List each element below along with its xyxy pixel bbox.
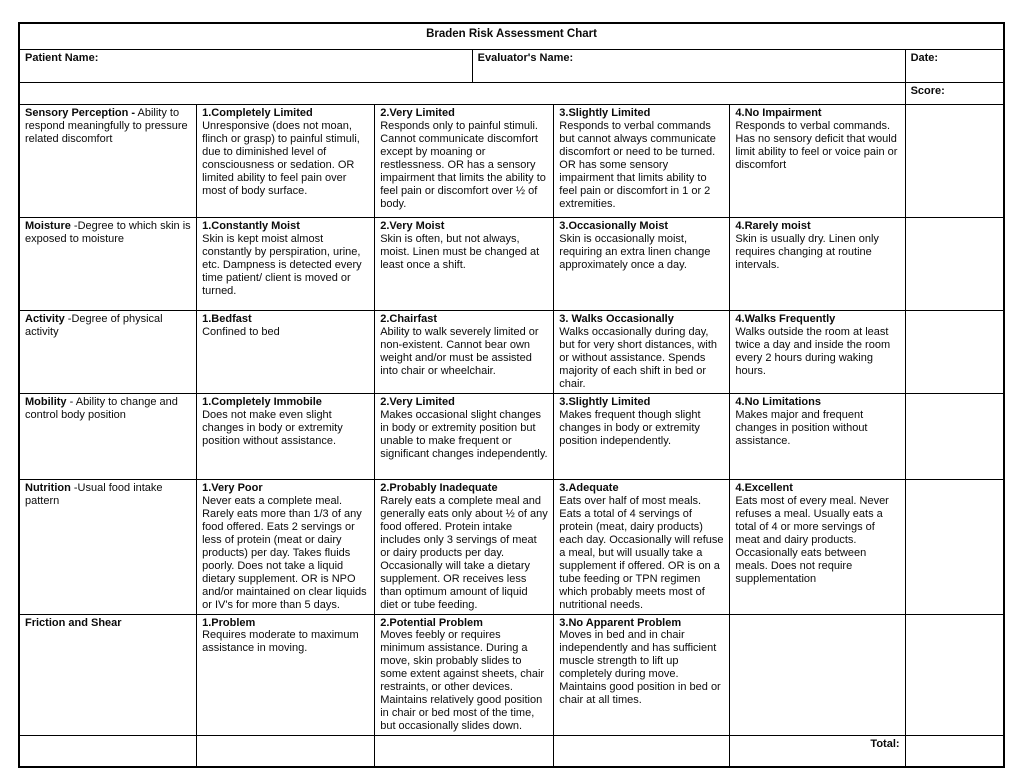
option-body: Walks occasionally during day, but for very short distances, with or without assistance. Spends majority of each shift in bed or chair. xyxy=(559,325,718,390)
option-cell-moisture-3 xyxy=(554,218,730,311)
option-heading: 3.Adequate xyxy=(559,481,619,494)
option-body: Skin is kept moist almost constantly by perspiration, urine, etc. Dampness is detected every time patient/ client is moved or turned. xyxy=(202,232,362,297)
option-cell-mobility-4 xyxy=(730,393,905,479)
date-label: Date: xyxy=(910,52,939,64)
option-heading: 3. Walks Occasionally xyxy=(559,313,674,325)
row-score-cell-sensory[interactable] xyxy=(905,105,1003,218)
category-cell-moisture xyxy=(20,218,197,311)
page-title: Braden Risk Assessment Chart xyxy=(426,28,597,40)
row-moisture xyxy=(20,218,1004,311)
row-score-cell-friction[interactable] xyxy=(905,614,1003,736)
category-desc: -Usual food intake pattern xyxy=(25,481,163,507)
option-heading: 1.Bedfast xyxy=(202,313,252,325)
option-cell-sensory-2 xyxy=(375,105,554,218)
score-label: Score: xyxy=(910,85,945,97)
category-desc: -Degree to which skin is exposed to moisture xyxy=(25,220,191,245)
row-sensory-perception xyxy=(20,105,1004,218)
option-body: Moves in bed and in chair independently and has sufficient muscle strength to lift up completely during move. Maintains good position in bed or chair at all times. xyxy=(559,629,721,707)
option-body: Responds to verbal commands but cannot always communicate discomfort or need to be turned. OR has some sensory impairment that limits ability to feel pain or discomfort in 1 or 2 extremities. xyxy=(559,119,716,210)
option-cell-nutrition-2 xyxy=(375,479,554,614)
score-row-spacer xyxy=(20,83,906,105)
option-cell-nutrition-3 xyxy=(554,479,730,614)
braden-assessment-form xyxy=(18,22,1005,768)
date-field[interactable] xyxy=(905,50,1003,83)
option-cell-nutrition-1 xyxy=(197,479,375,614)
option-cell-sensory-3 xyxy=(554,105,730,218)
row-score-cell-moisture[interactable] xyxy=(905,218,1003,311)
option-cell-friction-1 xyxy=(197,614,375,736)
patient-name-field[interactable] xyxy=(20,50,473,83)
option-heading: 3.Slightly Limited xyxy=(559,395,651,408)
option-heading: 2.Very Limited xyxy=(380,107,455,119)
row-mobility xyxy=(20,393,1004,479)
option-body: Ability to walk severely limited or non-existent. Cannot bear own weight and/or must be assisted into chair or wheelchair. xyxy=(380,325,539,377)
option-heading: 1.Constantly Moist xyxy=(202,220,300,232)
option-cell-sensory-4 xyxy=(730,105,905,218)
option-body: Never eats a complete meal. Rarely eats more than 1/3 of any food offered. Eats 2 servings or less of protein (meat or dairy products) per day. Takes fluids poorly. Does not take a liquid dietary supplement. OR is NPO and/or maintained on clear liquids or IV's for more than 5 days. xyxy=(202,494,367,611)
option-body: Requires moderate to maximum assistance in moving. xyxy=(202,629,359,655)
option-cell-mobility-2 xyxy=(375,393,554,479)
option-heading: 4.No Limitations xyxy=(735,395,821,408)
total-row-empty-2 xyxy=(197,736,375,767)
option-cell-sensory-1 xyxy=(197,105,375,218)
option-heading: 4.Excellent xyxy=(735,481,793,494)
option-heading: 4.Rarely moist xyxy=(735,220,811,232)
option-cell-activity-1 xyxy=(197,311,375,394)
row-activity xyxy=(20,311,1004,394)
category-cell-mobility xyxy=(20,393,197,479)
option-cell-nutrition-4 xyxy=(730,479,905,614)
category-title: Sensory Perception - xyxy=(25,107,136,119)
option-body: Makes occasional slight changes in body or extremity position but unable to make frequent or significant changes independently. xyxy=(380,408,548,460)
option-cell-activity-4 xyxy=(730,311,905,394)
category-cell-friction xyxy=(20,614,197,736)
option-body: Skin is often, but not always, moist. Linen must be changed at least once a shift. xyxy=(380,232,540,271)
option-heading: 2.Chairfast xyxy=(380,313,438,325)
row-score-cell-activity[interactable] xyxy=(905,311,1003,394)
option-body: Responds to verbal commands. Has no sensory deficit that would limit ability to feel or voice pain or discomfort xyxy=(735,119,898,171)
option-cell-friction-3 xyxy=(554,614,730,736)
total-row-empty-3 xyxy=(375,736,554,767)
option-body: Moves feebly or requires minimum assistance. During a move, skin probably slides to some extent against sheets, chair restraints, or other devices. Maintains relatively good position in chair or bed most of the time, but occasionally slides down. xyxy=(380,629,545,733)
assessment-table xyxy=(19,104,1004,767)
score-row xyxy=(20,83,1004,105)
option-heading: 3.Slightly Limited xyxy=(559,107,651,119)
option-heading: 2.Probably Inadequate xyxy=(380,481,498,494)
option-body: Skin is usually dry. Linen only requires changing at routine intervals. xyxy=(735,232,879,271)
name-fields-row xyxy=(20,50,1004,83)
option-cell-mobility-3 xyxy=(554,393,730,479)
patient-name-label: Patient Name: xyxy=(25,52,99,64)
option-heading: 3.Occasionally Moist xyxy=(559,220,669,232)
category-cell-nutrition xyxy=(20,479,197,614)
row-friction-shear xyxy=(20,614,1004,736)
title-cell xyxy=(20,24,1004,50)
option-body: Skin is occasionally moist, requiring an extra linen change approximately once a day. xyxy=(559,232,711,271)
option-heading: 2.Very Limited xyxy=(380,395,455,408)
row-nutrition xyxy=(20,479,1004,614)
total-row-empty-4 xyxy=(554,736,730,767)
option-body: Eats over half of most meals. Eats a total of 4 servings of protein (meat, dairy products) each day. Occasionally will refuse a meal, but will usually take a supplement if offered. OR is on a tube feeding or TPN regimen which probably meets most of nutritional needs. xyxy=(559,494,724,611)
option-cell-mobility-1 xyxy=(197,393,375,479)
option-body: Walks outside the room at least twice a day and inside the room every 2 hours during waking hours. xyxy=(735,325,891,377)
evaluator-name-field[interactable] xyxy=(472,50,905,83)
total-label: Total: xyxy=(870,738,900,751)
option-body: Confined to bed xyxy=(202,325,280,338)
option-heading: 4.Walks Frequently xyxy=(735,313,836,325)
category-desc: -Degree of physical activity xyxy=(25,313,163,338)
title-row xyxy=(20,24,1004,50)
option-cell-friction-4-empty xyxy=(730,614,905,736)
option-heading: 3.No Apparent Problem xyxy=(559,616,682,629)
category-title: Moisture xyxy=(25,220,71,232)
option-heading: 1.Problem xyxy=(202,616,256,629)
option-heading: 2.Very Moist xyxy=(380,220,445,232)
category-desc: Ability to respond meaningfully to pressure related discomfort xyxy=(25,107,188,145)
option-body: Makes frequent though slight changes in body or extremity position independently. xyxy=(559,408,701,447)
category-title: Mobility xyxy=(25,395,67,408)
option-body: Responds only to painful stimuli. Cannot communicate discomfort except by moaning or restlessness. OR has a sensory impairment that limits the ability to feel pain or discomfort over ½ of body. xyxy=(380,119,546,210)
option-heading: 2.Potential Problem xyxy=(380,616,483,629)
option-cell-moisture-2 xyxy=(375,218,554,311)
row-score-cell-mobility[interactable] xyxy=(905,393,1003,479)
option-cell-moisture-4 xyxy=(730,218,905,311)
option-heading: 4.No Impairment xyxy=(735,107,822,119)
option-body: Makes major and frequent changes in position without assistance. xyxy=(735,408,868,447)
option-body: Eats most of every meal. Never refuses a meal. Usually eats a total of 4 or more servings of meat and dairy products. Occasionally eats between meals. Does not require supplementation xyxy=(735,494,889,585)
option-body: Unresponsive (does not moan, flinch or grasp) to painful stimuli, due to diminished level of consciousness or sedation. OR limited ability to feel pain over most of body surface. xyxy=(202,119,360,197)
option-heading: 1.Completely Limited xyxy=(202,107,313,119)
option-cell-activity-3 xyxy=(554,311,730,394)
category-cell-activity xyxy=(20,311,197,394)
option-cell-moisture-1 xyxy=(197,218,375,311)
category-cell-sensory xyxy=(20,105,197,218)
total-score-cell[interactable] xyxy=(905,736,1003,767)
option-cell-activity-2 xyxy=(375,311,554,394)
option-body: Does not make even slight changes in body or extremity position without assistance. xyxy=(202,408,343,447)
evaluator-name-label: Evaluator's Name: xyxy=(477,52,574,64)
category-title: Activity xyxy=(25,313,65,325)
row-score-cell-nutrition[interactable] xyxy=(905,479,1003,614)
category-desc: - Ability to change and control body position xyxy=(25,395,178,421)
total-row xyxy=(20,736,1004,767)
option-body: Rarely eats a complete meal and generally eats only about ½ of any food offered. Protein intake includes only 3 servings of meat or dairy products per day. Occasionally will take a dietary supplement. OR receives less than optimum amount of liquid diet or tube feeding. xyxy=(380,494,548,611)
total-label-cell xyxy=(730,736,905,767)
category-title: Friction and Shear xyxy=(25,616,122,629)
category-title: Nutrition xyxy=(25,481,71,494)
option-heading: 1.Completely Immobile xyxy=(202,395,322,408)
header-table xyxy=(19,23,1004,105)
option-cell-friction-2 xyxy=(375,614,554,736)
score-field[interactable] xyxy=(905,83,1003,105)
total-row-empty-1 xyxy=(20,736,197,767)
option-heading: 1.Very Poor xyxy=(202,481,263,494)
